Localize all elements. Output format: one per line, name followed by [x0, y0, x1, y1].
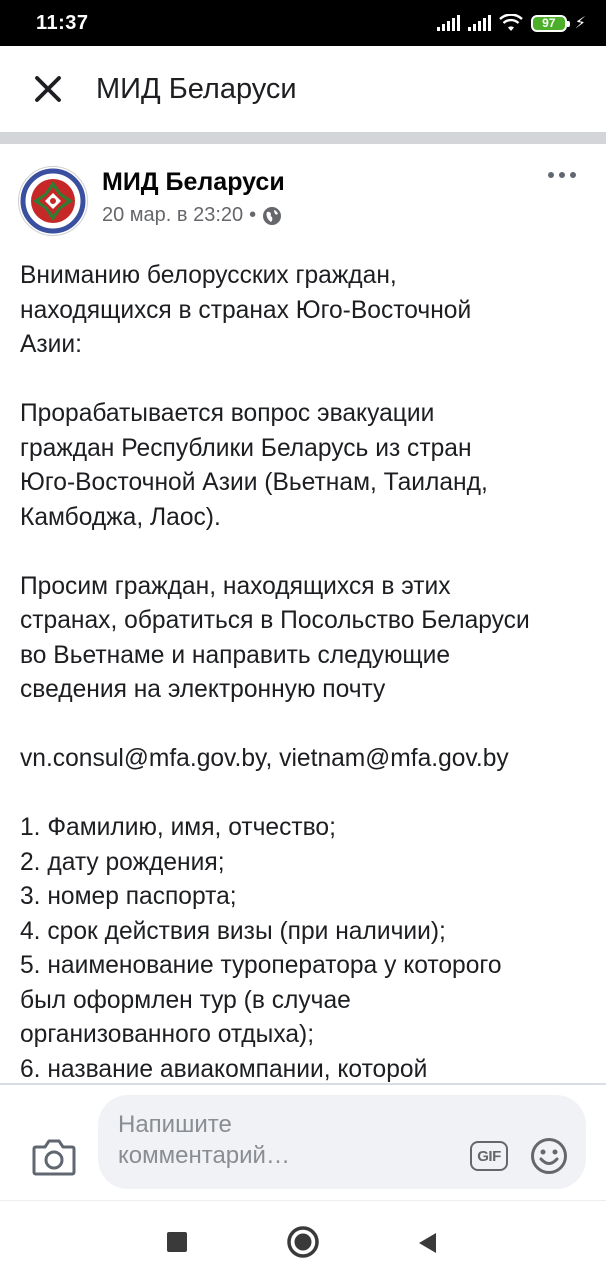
post-timestamp[interactable]: 20 мар. в 23:20	[102, 204, 244, 226]
list-item: был оформлен тур (в случае	[20, 986, 351, 1014]
paragraph-line: Вниманию белорусских граждан,	[20, 262, 397, 289]
paragraph-line: странах, обратиться в Посольство Беларуси	[20, 607, 530, 634]
home-button[interactable]	[286, 1225, 320, 1259]
page-avatar[interactable]	[18, 166, 88, 236]
header-divider	[0, 132, 606, 144]
charging-icon: ⚡	[574, 15, 586, 32]
app-bar	[0, 46, 606, 132]
close-icon	[34, 75, 62, 103]
paragraph-line: граждан Республики Беларусь из стран	[20, 434, 472, 462]
status-bar	[0, 0, 606, 46]
paragraph-line: Камбоджа, Лаос).	[20, 503, 221, 531]
paragraph-line: Прорабатывается вопрос эвакуации	[20, 400, 435, 427]
list-item: 4. срок действия визы (при наличии);	[20, 917, 446, 945]
paragraph-line: сведения на электронную почту	[20, 676, 386, 703]
back-button[interactable]	[416, 1231, 438, 1255]
meta-separator: •	[249, 204, 257, 226]
post-text	[20, 259, 590, 1083]
paragraph-line: Азии:	[20, 331, 82, 358]
list-item: 5. наименование туроператора у которого	[20, 952, 502, 979]
recents-button[interactable]	[167, 1232, 187, 1252]
globe-icon	[262, 206, 282, 226]
comment-bar	[0, 1085, 606, 1200]
camera-button[interactable]	[32, 1137, 76, 1177]
paragraph-line: Юго-Восточной Азии (Вьетнам, Таиланд,	[20, 469, 488, 496]
system-nav-bar	[0, 1200, 606, 1280]
emblem-logo	[19, 167, 87, 235]
list-item: 2. дату рождения;	[20, 848, 225, 876]
comment-input[interactable]	[98, 1095, 586, 1189]
status-time: 11:37	[36, 11, 89, 34]
status-icons	[437, 13, 586, 33]
signal-icon	[437, 15, 460, 31]
more-options-button[interactable]	[548, 172, 576, 178]
paragraph-line: находящихся в странах Юго-Восточной	[20, 296, 472, 324]
emoji-button[interactable]	[530, 1137, 568, 1175]
close-button[interactable]	[30, 71, 66, 107]
comment-placeholder: Напишите комментарий…	[118, 1111, 290, 1169]
list-item: 3. номер паспорта;	[20, 883, 237, 910]
paragraph-line: во Вьетнаме и направить следующие	[20, 641, 451, 669]
wifi-icon	[499, 14, 523, 32]
page-title: МИД Беларуси	[96, 72, 297, 105]
post-header	[0, 144, 606, 244]
post-meta	[102, 204, 282, 227]
signal-icon-2	[468, 15, 491, 31]
smiley-icon	[530, 1137, 568, 1175]
list-item: организованного отдыха);	[20, 1021, 315, 1048]
list-item: 6. название авиакомпании, которой	[20, 1055, 428, 1083]
gif-button[interactable]: GIF	[470, 1141, 508, 1171]
email-addresses: vn.consul@mfa.gov.by, vietnam@mfa.gov.by	[20, 745, 509, 772]
camera-icon	[32, 1137, 76, 1177]
list-item: 1. Фамилию, имя, отчество;	[20, 814, 336, 841]
paragraph-line: Просим граждан, находящихся в этих	[20, 572, 451, 600]
battery-icon: 97	[531, 15, 567, 32]
post-page-name[interactable]: МИД Беларуси	[102, 168, 285, 196]
